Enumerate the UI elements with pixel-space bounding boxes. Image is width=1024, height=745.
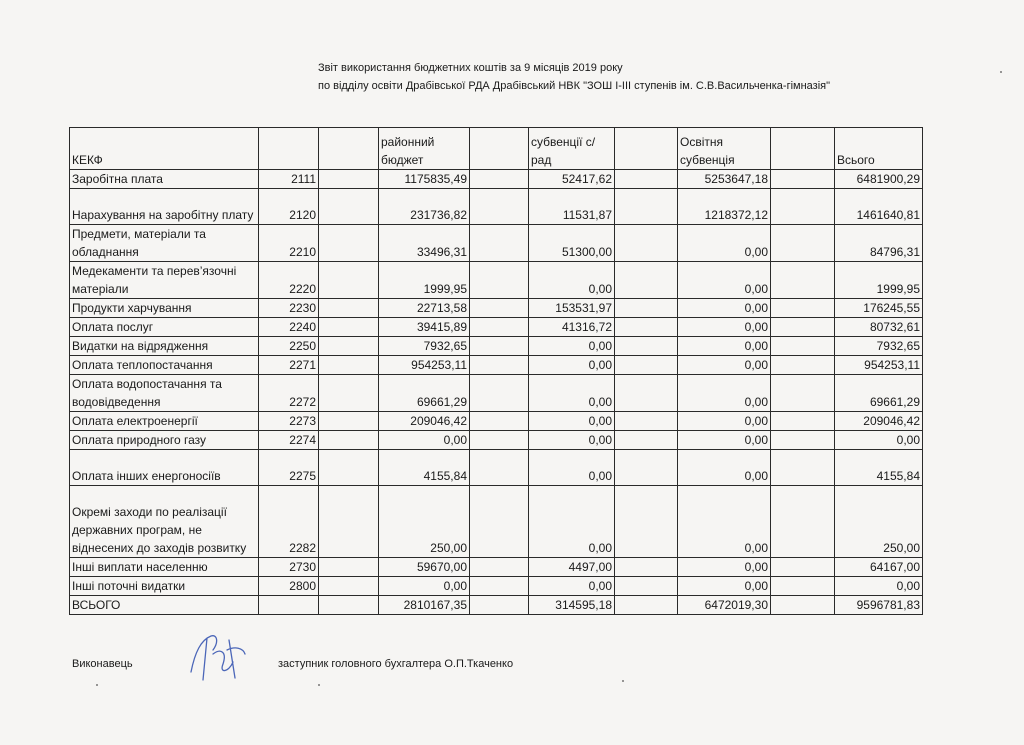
- header-district-budget: районний бюджет: [379, 128, 470, 170]
- district-budget-value: 231736,82: [379, 189, 470, 225]
- table-row: [70, 225, 923, 262]
- subvention-value: 51300,00: [529, 225, 615, 262]
- education-subvention-value: 0,00: [678, 450, 771, 486]
- district-budget-value: 59670,00: [379, 558, 470, 577]
- row-code: 2271: [259, 356, 319, 375]
- table-row: [70, 337, 923, 356]
- total-value: 4155,84: [835, 450, 923, 486]
- subvention-value: 0,00: [529, 375, 615, 412]
- education-subvention-value: 0,00: [678, 318, 771, 337]
- row-code: 2250: [259, 337, 319, 356]
- district-budget-value: 4155,84: [379, 450, 470, 486]
- row-label: Оплата природного газу: [70, 431, 259, 450]
- total-value: 64167,00: [835, 558, 923, 577]
- subvention-value: 41316,72: [529, 318, 615, 337]
- total-district-budget: 2810167,35: [379, 596, 470, 615]
- executor-label: Виконавець: [72, 658, 133, 670]
- total-value: 954253,11: [835, 356, 923, 375]
- total-value: 7932,65: [835, 337, 923, 356]
- row-code: 2220: [259, 262, 319, 299]
- row-code: 2210: [259, 225, 319, 262]
- subvention-value: 0,00: [529, 486, 615, 558]
- total-value: 69661,29: [835, 375, 923, 412]
- total-value: 0,00: [835, 577, 923, 596]
- total-subvention: 314595,18: [529, 596, 615, 615]
- row-label: Нарахування на заробітну плату: [70, 189, 259, 225]
- total-education-subvention: 6472019,30: [678, 596, 771, 615]
- row-label: Оплата електроенергії: [70, 412, 259, 431]
- subvention-value: 153531,97: [529, 299, 615, 318]
- education-subvention-value: 0,00: [678, 356, 771, 375]
- row-code: 2273: [259, 412, 319, 431]
- subvention-value: 0,00: [529, 431, 615, 450]
- total-value: 6481900,29: [835, 170, 923, 189]
- header-kekf: КЕКФ: [70, 128, 259, 170]
- scan-speck: [96, 684, 98, 686]
- total-value: 84796,31: [835, 225, 923, 262]
- district-budget-value: 7932,65: [379, 337, 470, 356]
- table-row: [70, 189, 923, 225]
- total-row-label: ВСЬОГО: [70, 596, 259, 615]
- district-budget-value: 1175835,49: [379, 170, 470, 189]
- education-subvention-value: 0,00: [678, 577, 771, 596]
- total-value: 80732,61: [835, 318, 923, 337]
- row-label: Предмети, матеріали та обладнання: [70, 225, 259, 262]
- district-budget-value: 33496,31: [379, 225, 470, 262]
- table-row: [70, 299, 923, 318]
- district-budget-value: 0,00: [379, 431, 470, 450]
- table-row: [70, 431, 923, 450]
- row-label: Оплата водопостачання та водовідведення: [70, 375, 259, 412]
- scan-speck: [1000, 71, 1002, 73]
- subvention-value: 0,00: [529, 262, 615, 299]
- education-subvention-value: 0,00: [678, 299, 771, 318]
- signature: [183, 632, 253, 684]
- education-subvention-value: 5253647,18: [678, 170, 771, 189]
- row-code: 2230: [259, 299, 319, 318]
- table-row: [70, 356, 923, 375]
- grand-total: 9596781,83: [835, 596, 923, 615]
- row-label: Продукти харчування: [70, 299, 259, 318]
- total-value: 176245,55: [835, 299, 923, 318]
- total-value: 1999,95: [835, 262, 923, 299]
- row-code: 2120: [259, 189, 319, 225]
- table-header-row: [70, 128, 923, 170]
- district-budget-value: 209046,42: [379, 412, 470, 431]
- table-row: [70, 318, 923, 337]
- subvention-value: 52417,62: [529, 170, 615, 189]
- row-label: Медекаменти та перев’язочні матеріали: [70, 262, 259, 299]
- row-label: Інші поточні видатки: [70, 577, 259, 596]
- education-subvention-value: 0,00: [678, 337, 771, 356]
- total-row: [70, 596, 923, 615]
- subvention-value: 11531,87: [529, 189, 615, 225]
- district-budget-value: 69661,29: [379, 375, 470, 412]
- signatory-text: заступник головного бухгалтера О.П.Ткаченко: [278, 658, 514, 670]
- subvention-value: 0,00: [529, 412, 615, 431]
- row-code: 2111: [259, 170, 319, 189]
- scan-speck: [318, 684, 320, 686]
- row-code: 2282: [259, 486, 319, 558]
- report-title: Звіт використання бюджетних коштів за 9 місяців 2019 року: [318, 62, 623, 74]
- district-budget-value: 39415,89: [379, 318, 470, 337]
- education-subvention-value: 0,00: [678, 262, 771, 299]
- header-education-subvention: Освітня субвенція: [678, 128, 771, 170]
- table-row: [70, 450, 923, 486]
- subvention-value: 0,00: [529, 577, 615, 596]
- total-value: 250,00: [835, 486, 923, 558]
- education-subvention-value: 0,00: [678, 486, 771, 558]
- row-code: 2800: [259, 577, 319, 596]
- row-code: 2272: [259, 375, 319, 412]
- district-budget-value: 954253,11: [379, 356, 470, 375]
- row-label: Оплата інших енергоносіїв: [70, 450, 259, 486]
- education-subvention-value: 0,00: [678, 225, 771, 262]
- total-value: 1461640,81: [835, 189, 923, 225]
- district-budget-value: 22713,58: [379, 299, 470, 318]
- table-row: [70, 412, 923, 431]
- row-code: 2240: [259, 318, 319, 337]
- table-row: [70, 262, 923, 299]
- education-subvention-value: 1218372,12: [678, 189, 771, 225]
- row-label: Заробітна плата: [70, 170, 259, 189]
- table-row: [70, 486, 923, 558]
- table-row: [70, 375, 923, 412]
- table-row: [70, 170, 923, 189]
- header-subvention: субвенції с/рад: [529, 128, 615, 170]
- header-total: Всього: [835, 128, 923, 170]
- row-code: 2730: [259, 558, 319, 577]
- district-budget-value: 250,00: [379, 486, 470, 558]
- row-code: 2275: [259, 450, 319, 486]
- subvention-value: 4497,00: [529, 558, 615, 577]
- education-subvention-value: 0,00: [678, 431, 771, 450]
- row-code: 2274: [259, 431, 319, 450]
- row-label: Окремі заходи по реалізації державних програм, не віднесених до заходів розвитку: [70, 486, 259, 558]
- subvention-value: 0,00: [529, 337, 615, 356]
- row-label: Інші виплати населенню: [70, 558, 259, 577]
- subvention-value: 0,00: [529, 450, 615, 486]
- budget-table: [69, 127, 923, 615]
- table-row: [70, 558, 923, 577]
- district-budget-value: 0,00: [379, 577, 470, 596]
- row-label: Оплата послуг: [70, 318, 259, 337]
- row-label: Видатки на відрядження: [70, 337, 259, 356]
- education-subvention-value: 0,00: [678, 412, 771, 431]
- scan-speck: [622, 680, 624, 682]
- subvention-value: 0,00: [529, 356, 615, 375]
- table-row: [70, 577, 923, 596]
- education-subvention-value: 0,00: [678, 558, 771, 577]
- total-value: 209046,42: [835, 412, 923, 431]
- education-subvention-value: 0,00: [678, 375, 771, 412]
- total-value: 0,00: [835, 431, 923, 450]
- row-label: Оплата теплопостачання: [70, 356, 259, 375]
- district-budget-value: 1999,95: [379, 262, 470, 299]
- report-subtitle: по відділу освіти Драбівської РДА Драбівський НВК "ЗОШ І-ІІІ ступенів ім. С.В.Васильченка-гімназія": [318, 80, 831, 92]
